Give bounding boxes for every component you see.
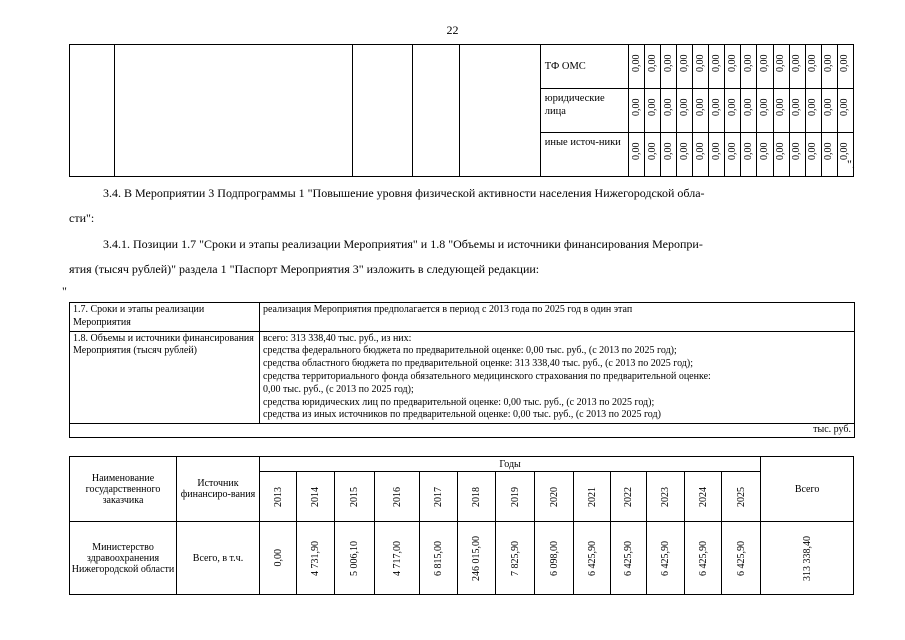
value-cell: 0,00 [741,133,757,177]
value-cell: 0,00 [629,133,645,177]
value-cell: 0,00 [645,133,661,177]
value-cell: 0,00 [645,89,661,133]
source-cell: Всего, в т.ч. [177,522,260,595]
value-cell: 0,00 [837,45,853,89]
continuation-row [70,45,854,89]
row-1-8-text [260,331,855,424]
total-value: 313 338,40 [761,522,854,595]
value-cell: 0,00 [773,133,789,177]
empty-cell [413,45,460,177]
header-years-title: Годы [260,457,761,472]
value-cell: 0,00 [837,89,853,133]
year-header: 2013 [260,472,297,522]
year-header: 2022 [611,472,647,522]
paragraph-1-line-1: 3.4. В Мероприятии 3 Подпрограммы 1 "Повышение уровня физической активности населения Нижегородской обла- [103,186,705,200]
value-cell: 0,00 [709,133,725,177]
year-header: 2025 [722,472,761,522]
year-value: 6 425,90 [722,522,761,595]
year-value: 6 098,00 [535,522,574,595]
value-cell: 0,00 [677,133,693,177]
value-cell: 0,00 [821,45,837,89]
row-1-8-line: средства из иных источников по предварительной оценке: 0,00 тыс. руб., (с 2013 по 2025 год) [263,409,661,421]
source-label: иные источ-ники [540,133,628,177]
row-1-8-line: средства территориального фонда обязательного медицинского страхования по предварительной оценке: [263,370,711,382]
year-value: 6 425,90 [611,522,647,595]
row-1-7-label: 1.7. Сроки и этапы реализации Мероприятия [70,303,260,332]
paragraph-1-line-2: сти": [69,211,95,225]
year-header: 2021 [574,472,611,522]
value-cell: 0,00 [789,89,805,133]
year-header: 2024 [685,472,722,522]
page-number: 22 [446,23,459,37]
value-cell: 0,00 [741,89,757,133]
year-value: 0,00 [260,522,297,595]
paragraph-2-line-1: 3.4.1. Позиции 1.7 "Сроки и этапы реализации Мероприятия" и 1.8 "Объемы и источники финансирования Меропри- [103,237,703,251]
financing-table [69,456,854,595]
value-cell: 0,00 [837,133,853,177]
opening-quote: " [62,284,67,298]
value-cell: 0,00 [805,89,821,133]
value-cell: 0,00 [757,89,773,133]
empty-cell [70,45,115,177]
passport-table [69,302,855,438]
year-header: 2018 [458,472,496,522]
year-header: 2023 [647,472,685,522]
row-1-8-line: средства областного бюджета по предварительной оценке: 313 338,40 тыс. руб., (с 2013 по 2025 год); [263,358,693,370]
value-cell: 0,00 [757,45,773,89]
customer-cell: Министерство здравоохранения Нижегородской области [70,522,177,595]
source-label: ТФ ОМС [540,45,628,89]
header-customer: Наименование государственного заказчика [70,457,177,522]
empty-cell [353,45,413,177]
value-cell: 0,00 [693,89,709,133]
year-value: 4 731,90 [297,522,335,595]
value-cell: 0,00 [805,133,821,177]
value-cell: 0,00 [821,133,837,177]
value-cell: 0,00 [773,89,789,133]
year-header: 2020 [535,472,574,522]
value-cell: 0,00 [773,45,789,89]
value-cell: 0,00 [741,45,757,89]
row-1-8-line: всего: 313 338,40 тыс. руб., из них: [263,332,412,344]
value-cell: 0,00 [693,133,709,177]
value-cell: 0,00 [677,45,693,89]
row-1-8-line: 0,00 тыс. руб., (с 2013 по 2025 год); [263,383,414,395]
value-cell: 0,00 [709,45,725,89]
value-cell: 0,00 [709,89,725,133]
row-1-8-line: средства федерального бюджета по предварительной оценке: 0,00 тыс. руб., (с 2013 по 2025 год); [263,345,677,357]
year-header: 2014 [297,472,335,522]
value-cell: 0,00 [661,89,677,133]
value-cell: 0,00 [661,133,677,177]
value-cell: 0,00 [693,45,709,89]
row-1-8-line: средства юридических лиц по предварительной оценке: 0,00 тыс. руб., (с 2013 по 2025 год); [263,396,655,408]
year-header: 2015 [335,472,375,522]
value-cell: 0,00 [805,45,821,89]
year-value: 7 825,90 [496,522,535,595]
value-cell: 0,00 [725,45,741,89]
value-cell: 0,00 [725,133,741,177]
value-cell: 0,00 [725,89,741,133]
year-header: 2019 [496,472,535,522]
value-cell: 0,00 [677,89,693,133]
value-cell: 0,00 [629,45,645,89]
year-value: 4 717,00 [375,522,420,595]
row-1-7-text: реализация Мероприятия предполагается в период с 2013 года по 2025 год в один этап [260,303,855,332]
continuation-table [69,44,854,177]
year-value: 5 006,10 [335,522,375,595]
value-cell: 0,00 [629,89,645,133]
empty-cell [460,45,540,177]
closing-quote: ". [847,157,855,171]
year-value: 6 425,90 [647,522,685,595]
year-value: 246 015,00 [458,522,496,595]
year-value: 6 425,90 [574,522,611,595]
row-1-8-label: 1.8. Объемы и источники финансирования Мероприятия (тысяч рублей) [70,331,260,424]
header-total: Всего [761,457,854,522]
year-header: 2017 [420,472,458,522]
value-cell: 0,00 [661,45,677,89]
value-cell: 0,00 [821,89,837,133]
year-value: 6 425,90 [685,522,722,595]
value-cell: 0,00 [757,133,773,177]
value-cell: 0,00 [645,45,661,89]
source-label: юридические лица [540,89,628,133]
value-cell: 0,00 [789,133,805,177]
empty-cell [115,45,353,177]
units-label: тыс. руб. [70,424,855,438]
header-source: Источник финансиро-вания [177,457,260,522]
paragraph-2-line-2: ятия (тысяч рублей)" раздела 1 "Паспорт Мероприятия 3" изложить в следующей редакции: [69,262,540,276]
year-header: 2016 [375,472,420,522]
year-value: 6 815,00 [420,522,458,595]
value-cell: 0,00 [789,45,805,89]
